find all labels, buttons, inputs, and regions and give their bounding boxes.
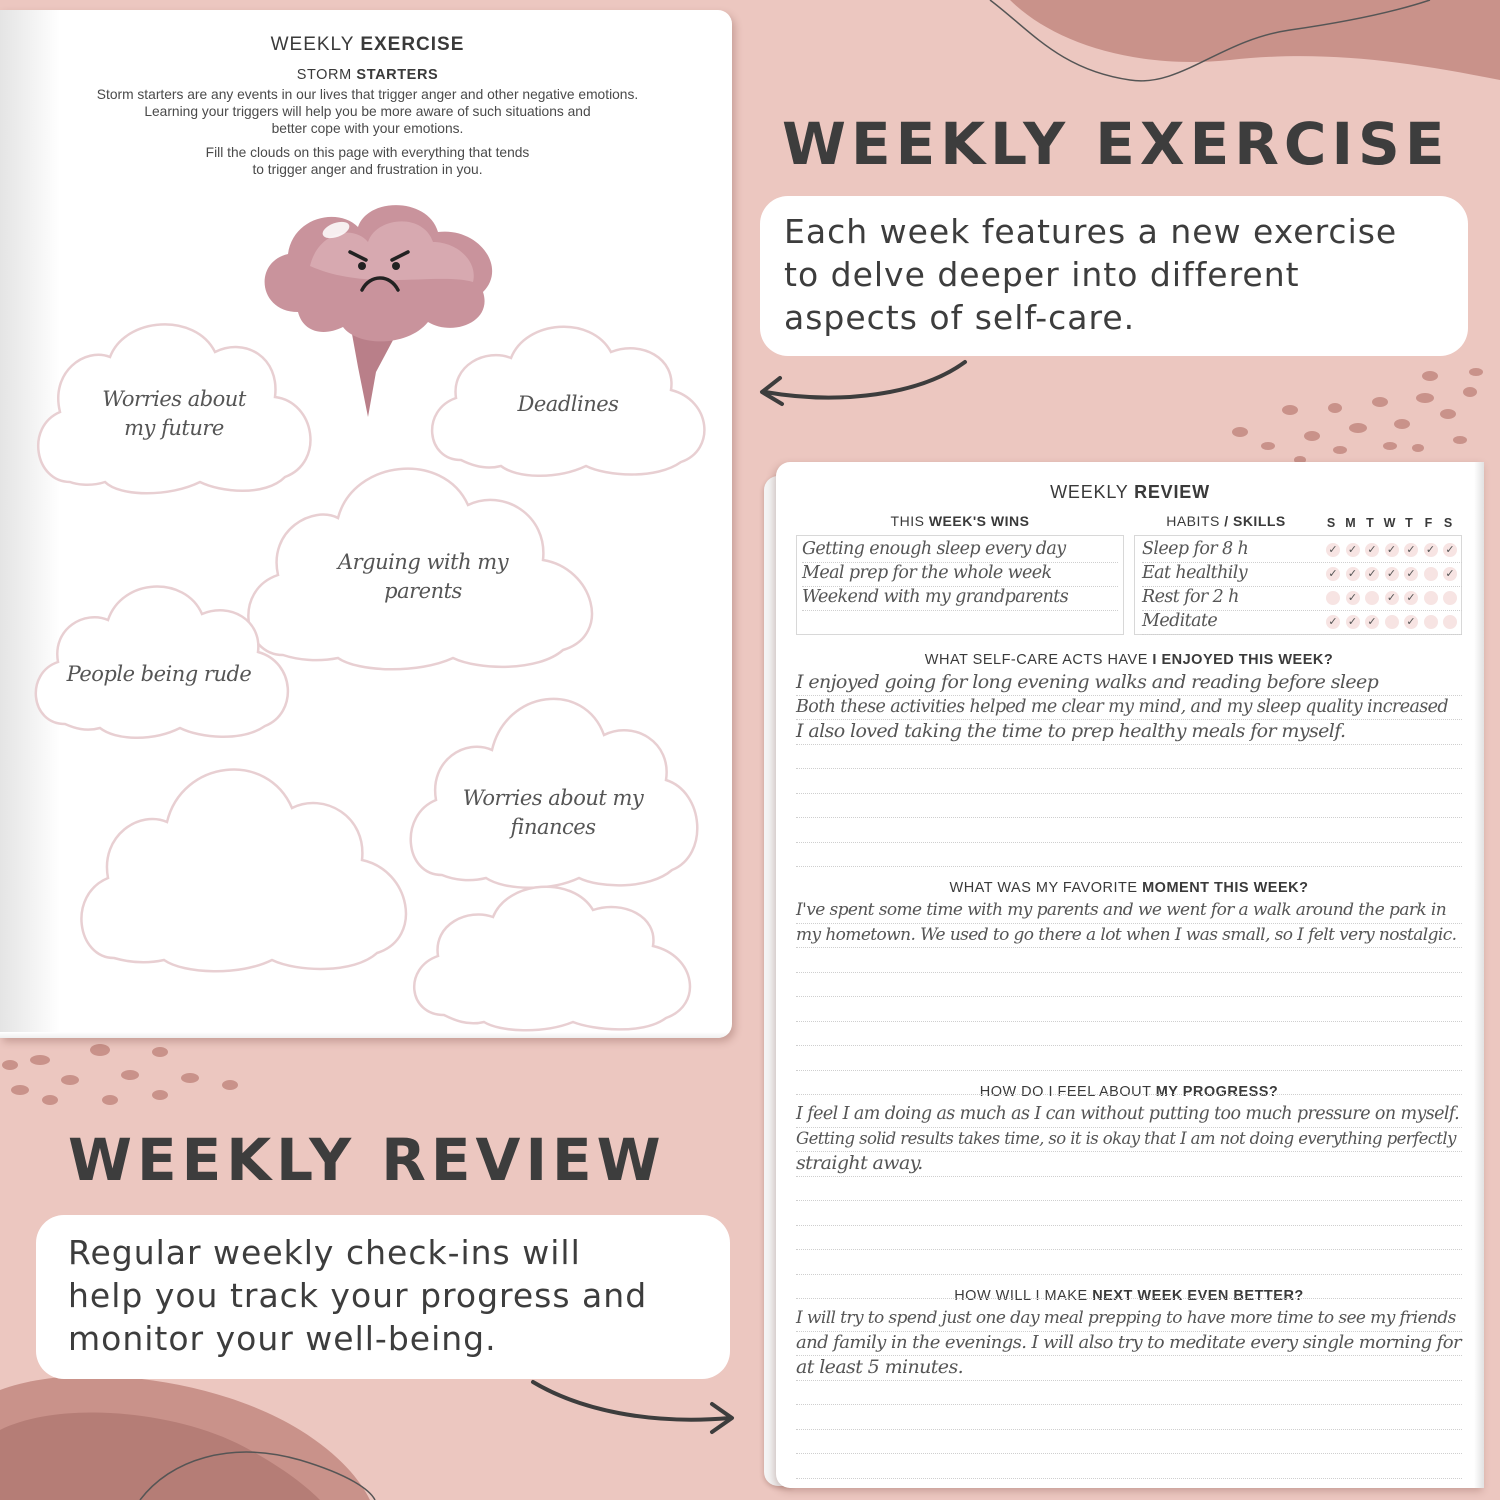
answer-line[interactable] bbox=[796, 744, 1462, 770]
answer-line[interactable] bbox=[796, 1225, 1462, 1251]
answer-line[interactable] bbox=[796, 972, 1462, 998]
answer-line[interactable] bbox=[796, 768, 1462, 794]
habit-checked-icon[interactable]: ✓ bbox=[1404, 591, 1418, 605]
question-heading: HOW DO I FEEL ABOUT MY PROGRESS? bbox=[979, 1084, 1279, 1100]
day-label: S bbox=[1443, 516, 1453, 530]
answer-line[interactable]: I enjoyed going for long evening walks and reading before sleep bbox=[796, 670, 1462, 696]
habit-checked-icon[interactable]: ✓ bbox=[1326, 567, 1340, 581]
habit-row bbox=[1142, 562, 1462, 587]
cloud-text: Deadlines bbox=[517, 391, 619, 416]
win-entry[interactable]: Getting enough sleep every day bbox=[802, 538, 1118, 563]
habit-checked-icon[interactable]: ✓ bbox=[1365, 615, 1379, 629]
answer-line[interactable] bbox=[796, 817, 1462, 843]
habit-checked-icon[interactable]: ✓ bbox=[1346, 591, 1360, 605]
habit-empty-circle-icon[interactable] bbox=[1424, 567, 1438, 581]
answer-line[interactable]: Getting solid results takes time, so it is okay that I am not doing everything perfectly bbox=[796, 1127, 1462, 1153]
habit-row bbox=[1142, 610, 1462, 635]
answer-line[interactable] bbox=[796, 1249, 1462, 1275]
answer-line[interactable]: I will try to spend just one day meal prepping to have more time to see my friends bbox=[796, 1306, 1462, 1332]
wins-label: THIS WEEK'S WINS bbox=[890, 513, 1030, 529]
answer-line[interactable]: I also loved taking the time to prep healthy meals for myself. bbox=[796, 719, 1462, 745]
answer-line[interactable]: Both these activities helped me clear my mind, and my sleep quality increased bbox=[796, 695, 1462, 721]
habit-empty-circle-icon[interactable] bbox=[1385, 615, 1399, 629]
day-label: M bbox=[1345, 516, 1356, 530]
question-heading: WHAT SELF-CARE ACTS HAVE I ENJOYED THIS WEEK? bbox=[924, 652, 1334, 668]
instruction-paragraph: Fill the clouds on this page with everything that tends to trigger anger and frustration in you. bbox=[205, 145, 530, 177]
habit-checked-icon[interactable]: ✓ bbox=[1404, 543, 1418, 557]
habit-checked-icon[interactable]: ✓ bbox=[1443, 567, 1457, 581]
habit-empty-circle-icon[interactable] bbox=[1365, 591, 1379, 605]
answer-line[interactable] bbox=[796, 793, 1462, 819]
day-label: W bbox=[1383, 516, 1396, 530]
day-label: S bbox=[1326, 516, 1336, 530]
habit-checked-icon[interactable]: ✓ bbox=[1326, 543, 1340, 557]
habit-empty-circle-icon[interactable] bbox=[1443, 591, 1457, 605]
habit-checked-icon[interactable]: ✓ bbox=[1385, 567, 1399, 581]
weekly-exercise-heading: WEEKLY EXERCISE bbox=[782, 110, 1450, 178]
habits-label: HABITS / SKILLS bbox=[1166, 513, 1286, 529]
habit-checked-icon[interactable]: ✓ bbox=[1385, 543, 1399, 557]
cloud-text: Worries about my finances bbox=[462, 786, 644, 839]
weekly-exercise-description: Each week features a new exercise to delve deeper into different aspects of self-care. bbox=[760, 196, 1468, 356]
weekly-review-heading: WEEKLY REVIEW bbox=[68, 1126, 666, 1194]
habit-name[interactable]: Rest for 2 h bbox=[1142, 587, 1239, 607]
win-entry[interactable]: Meal prep for the whole week bbox=[802, 562, 1118, 587]
cloud-text: Worries about my future bbox=[102, 387, 246, 440]
weekday-header bbox=[1324, 516, 1455, 530]
habit-checked-icon[interactable]: ✓ bbox=[1365, 543, 1379, 557]
habit-row bbox=[1142, 538, 1462, 563]
answer-line[interactable] bbox=[796, 1070, 1462, 1096]
trigger-cloud[interactable] bbox=[238, 450, 608, 672]
habit-checked-icon[interactable]: ✓ bbox=[1404, 567, 1418, 581]
win-entry[interactable]: Weekend with my grandparents bbox=[802, 586, 1118, 611]
habit-checked-icon[interactable]: ✓ bbox=[1346, 543, 1360, 557]
habit-empty-circle-icon[interactable] bbox=[1326, 591, 1340, 605]
answer-line[interactable]: straight away. bbox=[796, 1151, 1462, 1177]
habit-checked-icon[interactable]: ✓ bbox=[1365, 567, 1379, 581]
day-label: T bbox=[1366, 516, 1374, 530]
cloud-text: People being rude bbox=[66, 661, 252, 686]
habit-row bbox=[1142, 586, 1462, 611]
habit-checked-icon[interactable]: ✓ bbox=[1346, 615, 1360, 629]
habit-name[interactable]: Eat healthily bbox=[1142, 563, 1248, 583]
answer-line[interactable]: I've spent some time with my parents and we went for a walk around the park in bbox=[796, 898, 1462, 924]
answer-line[interactable] bbox=[796, 1200, 1462, 1226]
habit-checked-icon[interactable]: ✓ bbox=[1385, 591, 1399, 605]
trigger-cloud[interactable] bbox=[408, 880, 700, 1030]
day-label: T bbox=[1405, 516, 1413, 530]
answer-line[interactable]: at least 5 minutes. bbox=[796, 1355, 1462, 1381]
habit-name[interactable]: Meditate bbox=[1142, 611, 1218, 631]
answer-line[interactable] bbox=[796, 1380, 1462, 1406]
trigger-cloud[interactable] bbox=[30, 578, 288, 738]
answer-line[interactable] bbox=[796, 1176, 1462, 1202]
habit-checked-icon[interactable]: ✓ bbox=[1404, 615, 1418, 629]
habit-checked-icon[interactable]: ✓ bbox=[1443, 543, 1457, 557]
answer-line[interactable] bbox=[796, 1404, 1462, 1430]
habit-name[interactable]: Sleep for 8 h bbox=[1142, 539, 1249, 559]
habit-empty-circle-icon[interactable] bbox=[1424, 591, 1438, 605]
answer-line[interactable] bbox=[796, 842, 1462, 868]
trigger-cloud[interactable] bbox=[404, 680, 702, 890]
weekly-review-description: Regular weekly check-ins will help you track your progress and monitor your well-being. bbox=[36, 1215, 730, 1379]
day-label: F bbox=[1424, 516, 1433, 530]
answer-line[interactable] bbox=[796, 1453, 1462, 1479]
page-edge bbox=[1474, 462, 1484, 1488]
answer-line[interactable]: my hometown. We used to go there a lot when I was small, so I felt very nostalgic. bbox=[796, 923, 1462, 949]
cloud-text bbox=[72, 750, 420, 974]
habit-checked-icon[interactable]: ✓ bbox=[1346, 567, 1360, 581]
answer-line[interactable] bbox=[796, 1045, 1462, 1071]
answer-line[interactable] bbox=[796, 1429, 1462, 1455]
question-heading: HOW WILL I MAKE NEXT WEEK EVEN BETTER? bbox=[954, 1288, 1304, 1304]
answer-line[interactable] bbox=[796, 1274, 1462, 1300]
answer-line[interactable] bbox=[796, 947, 1462, 973]
answer-line[interactable] bbox=[796, 1021, 1462, 1047]
answer-line[interactable]: and family in the evenings. I will also try to meditate every single morning for bbox=[796, 1331, 1462, 1357]
page-title: WEEKLY EXERCISE bbox=[270, 34, 465, 55]
habit-checked-icon[interactable]: ✓ bbox=[1424, 543, 1438, 557]
question-heading: WHAT WAS MY FAVORITE MOMENT THIS WEEK? bbox=[949, 880, 1309, 896]
cloud-text: Arguing with my parents bbox=[337, 550, 509, 603]
cloud-text bbox=[408, 880, 700, 1030]
weekly-review-page bbox=[776, 462, 1484, 1488]
habit-empty-circle-icon[interactable] bbox=[1424, 615, 1438, 629]
page-edge bbox=[0, 1032, 732, 1038]
habit-checked-icon[interactable]: ✓ bbox=[1326, 615, 1340, 629]
answer-line[interactable]: I feel I am doing as much as I can without putting too much pressure on myself. bbox=[796, 1102, 1462, 1128]
trigger-cloud[interactable] bbox=[72, 750, 420, 974]
answer-line[interactable] bbox=[796, 996, 1462, 1022]
intro-paragraph: Storm starters are any events in our lives that trigger anger and other negative emotions. Learning your triggers will help you be more aware of such situations and better cope with your emotions. bbox=[96, 87, 639, 136]
weekly-exercise-page bbox=[0, 10, 732, 1038]
page-title: WEEKLY REVIEW bbox=[1050, 482, 1210, 502]
page-subtitle: STORM STARTERS bbox=[296, 67, 439, 83]
habit-empty-circle-icon[interactable] bbox=[1443, 615, 1457, 629]
